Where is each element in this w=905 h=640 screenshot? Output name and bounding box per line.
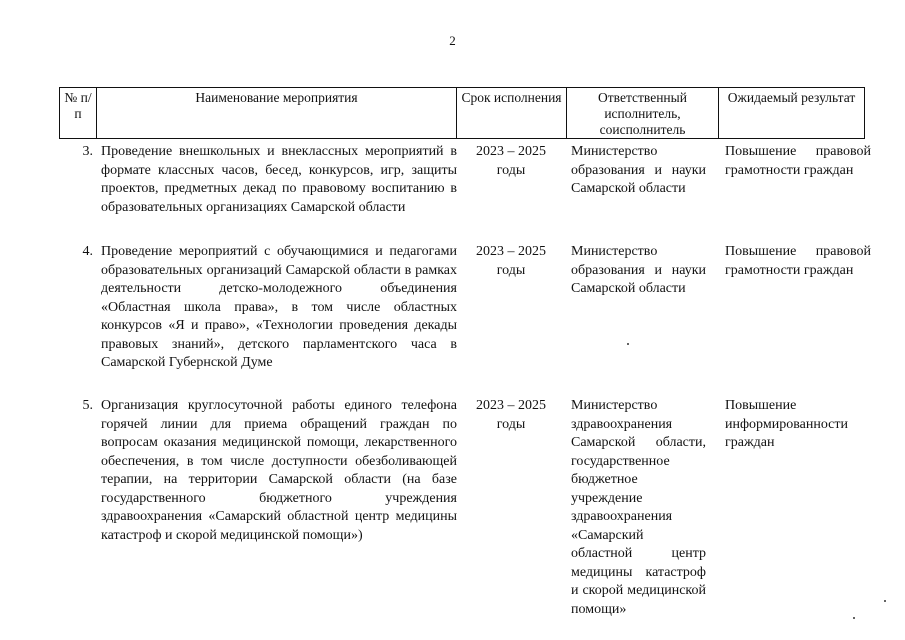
page-number: 2 [449,33,456,48]
header-term: Срок исполнения [457,88,567,139]
row-responsible: Министерство здравоохранения Самарской области, государственное бюджетное учреждение здравоохранения «Самарский областной центр медицины катастроф и скорой медицинской помощи» [571,398,706,617]
row-responsible: Министерство образования и науки Самарской области [571,244,706,296]
scan-speck [853,617,855,619]
header-number: № п/п [60,88,97,139]
row-number: 5. [82,398,93,413]
scan-speck [884,600,886,602]
header-name: Наименование мероприятия [97,88,457,139]
row-result: Повышение правовой грамотности граждан [725,244,871,278]
row-term: 2023 – 2025 годы [476,144,546,178]
row-responsible: Министерство образования и науки Самарской области [571,144,706,196]
row-name: Проведение мероприятий с обучающимися и педагогами образовательных организаций Самарской области в рамках деятельности детско-молодежного объединения «Областная школа права», в том числе областных конкурсов «Я и право», «Технологии проведения декады правовых знаний», детского парламентского часа в Самарской Губернской Думе [101,244,457,370]
header-responsible: Ответственный исполнитель, соисполнитель [567,88,719,139]
row-number: 4. [82,244,93,259]
row-number: 3. [82,144,93,159]
row-name: Проведение внешкольных и внеклассных мероприятий в формате классных часов, бесед, конкурсов, игр, защиты проектов, предметных декад по правовому воспитанию в образовательных организациях Самарской области [101,144,457,215]
row-result: Повышение правовой грамотности граждан [725,144,871,178]
row-name: Организация круглосуточной работы единого телефона горячей линии для приема обращений граждан по вопросам оказания медицинской помощи, лекарственного обеспечения, в том числе доступности обезболивающей терапии, на территории Самарской области (на базе государственного бюджетного учреждения здравоохранения «Самарский областной центр медицины катастроф и скорой медицинской помощи») [101,398,457,543]
row-term: 2023 – 2025 годы [476,398,546,432]
scan-speck [627,343,629,345]
table-header [59,87,865,139]
row-result: Повышение информированности граждан [725,398,848,450]
header-result: Ожидаемый результат [719,88,865,139]
row-term: 2023 – 2025 годы [476,244,546,278]
